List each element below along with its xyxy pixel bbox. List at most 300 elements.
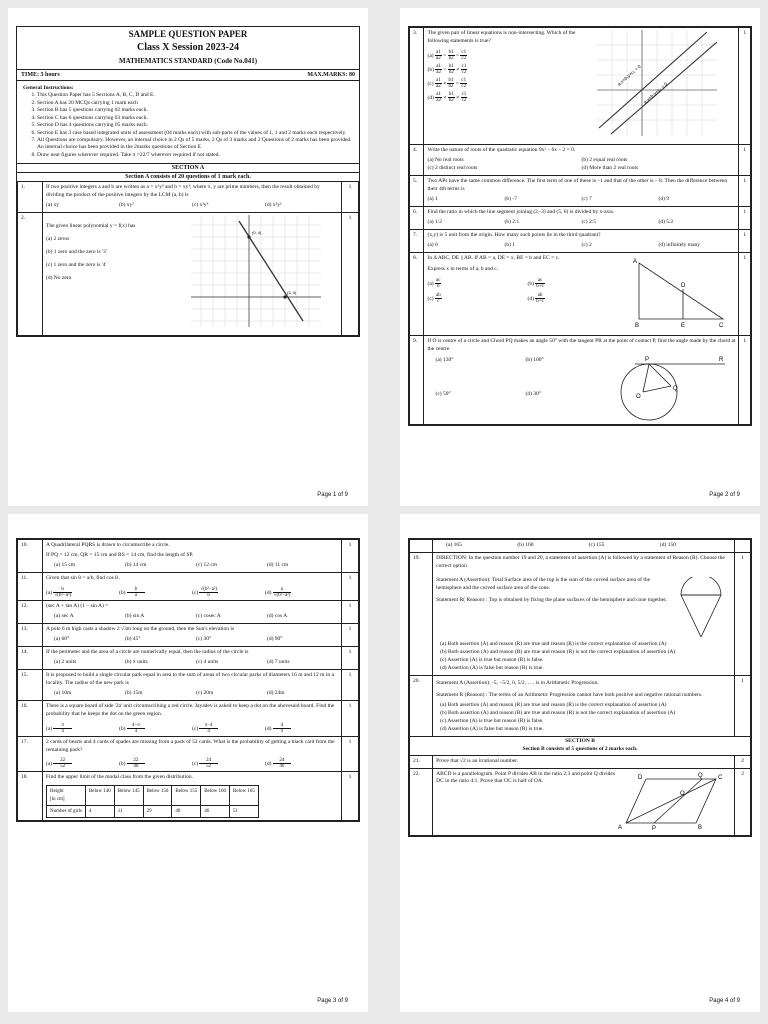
option: (c) 30° (196, 635, 212, 642)
assertion-text: Statement A (Assertion): -5, −5/2, 0, 5/2, …. is in Arithmetic Progression. (436, 679, 599, 686)
question-body (424, 175, 739, 206)
question-text: If O is centre of a circle and Chord PQ makes an angle 50° with the tangent PR at the point of contact P, find the angle made by the chord at the centre. (427, 337, 736, 352)
question-row (18, 700, 359, 736)
numerator: b (127, 587, 145, 593)
instruction-item: 6. Section E has 3 case based integrated units of assessment (04 marks each) with sub-parts of the values of 1, 1 and 2 marks each respectively. (37, 130, 353, 137)
option: (d) 30° (525, 391, 541, 398)
parallelogram-figure (616, 771, 726, 831)
table-cell: 46 (201, 805, 230, 817)
vertex-label: B (635, 322, 640, 329)
options (46, 723, 338, 734)
spinning-top-figure (671, 577, 731, 639)
option-label: (a) (46, 761, 53, 768)
option: (a) 2 units (54, 658, 77, 665)
question-text: Prove that √2 is an irrational number. (436, 757, 519, 764)
questions-table (409, 539, 751, 836)
marks: 1 (342, 700, 359, 736)
option: (d) 9 (658, 195, 670, 202)
instruction-item: 2. Section A has 20 MCQs carrying 1 mark each (37, 100, 353, 107)
table-cell: Below 150 (143, 786, 172, 806)
question-number: 11. (18, 572, 43, 600)
table-cell: Below 165 (230, 786, 259, 806)
option: (c) 2 (581, 241, 592, 248)
numerator: a (273, 587, 291, 593)
options (427, 196, 735, 204)
option: (a) 1 (427, 195, 438, 202)
table-cell: 4 (85, 805, 114, 817)
option (427, 293, 527, 304)
table-header: Number of girls (47, 805, 86, 817)
table-cell: 29 (143, 805, 172, 817)
denominator: 46 (279, 764, 285, 770)
option: (c) 155 (588, 542, 605, 548)
question-row (18, 772, 359, 821)
subject-title: MATHEMATICS STANDARD (Code No.041) (118, 57, 258, 65)
option-label: (c) (427, 80, 434, 87)
option (119, 587, 192, 598)
vertex-label: O (680, 790, 685, 797)
distribution-table (46, 785, 259, 818)
question-body (43, 572, 342, 600)
question-number: 18. (18, 772, 43, 821)
option-label: (d) (427, 94, 434, 101)
option: (b) π units (125, 658, 148, 665)
option (427, 50, 597, 61)
marks: 1 (342, 669, 359, 700)
option (527, 278, 627, 289)
question-body (43, 646, 342, 669)
question-number: 7. (410, 229, 424, 252)
linear-graph-figure (191, 215, 321, 327)
page-4-frame (408, 538, 752, 837)
numerator: 4−π (127, 723, 145, 729)
question-number: 8. (410, 252, 424, 335)
options (46, 562, 338, 570)
option-label: (d) (265, 725, 272, 732)
question-row (18, 213, 359, 336)
marks: 1 (342, 182, 359, 213)
question-body (433, 768, 735, 835)
question-text: (x,y) is 5 unit from the origin. How many such points lie in the third quadrant? (427, 231, 601, 238)
section-a-title: SECTION A (17, 163, 359, 172)
option: (d) 7 units (267, 658, 290, 665)
option: (a) 15 cm (54, 561, 76, 568)
question-body (433, 675, 735, 736)
question-text: Find the ratio in which the line segment joining (2,-3) and (5, 6) is divided by x-axis. (427, 208, 615, 215)
question-row (410, 28, 751, 145)
page-4 (400, 514, 760, 1012)
option: (d) cos A (267, 612, 288, 619)
time-marks-row (17, 69, 359, 81)
page-1 (8, 8, 368, 506)
marks: 1 (342, 600, 359, 623)
option: (c) Assertion (A) is true but reason (R) is false. (440, 656, 544, 663)
option: (b) 15m (125, 689, 143, 696)
options (46, 587, 338, 598)
option: (a) Both assertion (A) and reason (R) are true and reason (R) is the correct explanation of assertion (A) (440, 701, 667, 708)
table-cell: Below 145 (114, 786, 143, 806)
question-body (43, 600, 342, 623)
denominator: 46 (133, 764, 139, 770)
question-number: 16. (18, 700, 43, 736)
numerator: π (53, 723, 71, 729)
option (192, 587, 265, 598)
question-number: 5. (410, 175, 424, 206)
marks: 1 (739, 206, 751, 229)
numerator: ab (435, 292, 441, 298)
vertex-label: D (681, 282, 686, 289)
options (46, 636, 338, 644)
numerator: π−4 (199, 723, 217, 729)
question-number: 19. (410, 552, 433, 675)
table-cell: Below 140 (85, 786, 114, 806)
option: (a) 0 (427, 241, 438, 248)
numerator: 22 (127, 758, 145, 764)
header-unit: [in cm] (50, 796, 65, 802)
numerator: b (53, 587, 71, 593)
marks: 1 (342, 572, 359, 600)
ratio-expression: $\frac{a1}{a2}$ = $\frac{b1}{b2}$ ≠ $\frac{c1}{c2}$ (436, 63, 467, 75)
options (46, 690, 338, 698)
question-row (410, 206, 751, 229)
page-1-frame (16, 26, 360, 337)
question-row (18, 736, 359, 772)
questions-table (409, 27, 751, 425)
question-text: (sec A + tan A) (1 – sin A) = (46, 602, 109, 609)
question-number: 9. (410, 335, 424, 424)
option: (c) 2:5 (581, 218, 596, 225)
question-body (43, 182, 342, 213)
question-row (410, 335, 751, 424)
section-row (410, 736, 751, 755)
question-body (433, 540, 735, 553)
numerator: 4 (273, 723, 291, 729)
option-label: (c) (192, 589, 199, 596)
question-text: ABCD is a parallelogram. Point P divides AB in the ratio 2:3 and point Q divides DC in the ratio 4:1. Prove that OC is half of OA. (436, 770, 616, 785)
question-body (424, 28, 739, 145)
instruction-item: 5. Section D has 4 questions carrying 05 marks each. (37, 122, 353, 129)
option: (a) 60° (54, 635, 70, 642)
question-text: If two positive integers a and b are written as a = x³y² and b = xy³; where x, y are prime numbers, then the result obtained by dividing the product of the positive integers by the LCM (a, b) is (46, 184, 320, 199)
option: (b) 1 zero and the zero is '3' (46, 249, 107, 256)
vertex-label: C (718, 774, 723, 781)
questions-table (17, 181, 359, 336)
option: (d) More than 2 real roots (581, 164, 639, 171)
option-label: (b) (119, 725, 126, 732)
vertex-label: Q (698, 772, 703, 779)
question-text: DIRECTION: In the question number 19 and 20, a statement of assertion (A) is followed by a statement of Reason (R). Choose the correct option (436, 554, 725, 569)
denominator: 4 (134, 728, 138, 734)
option: (c) 7 (581, 195, 592, 202)
page-number: Page 4 of 9 (709, 998, 740, 1004)
question-row (410, 755, 751, 768)
reason-text: Statement R( Reason) : Top is obtained by fixing the plane surfaces of the hemisphere and cone together. (436, 596, 667, 603)
table-cell: 11 (114, 805, 143, 817)
option (265, 723, 338, 734)
option: (c) 12 cm (196, 561, 218, 568)
assertion-text: Statement A (Assertion): Total Surface area of the top is the sum of the curved surface area of the hemisphere and the curved surface area of the cone. (436, 576, 651, 591)
question-row (18, 646, 359, 669)
options (427, 157, 735, 173)
point-label: Q (673, 385, 679, 392)
section-a-desc: Section A consists of 20 questions of 1 mark each. (17, 172, 359, 181)
denominator: 4 (207, 728, 210, 734)
marks: 1 (739, 229, 751, 252)
option: (c) x³y³ (192, 202, 209, 209)
question-body (43, 623, 342, 646)
point-label: (3, 0) (287, 290, 297, 296)
question-row (18, 600, 359, 623)
marks: 1 (342, 646, 359, 669)
general-instructions (17, 81, 359, 163)
question-row (410, 229, 751, 252)
option (427, 92, 597, 103)
option: (b) 14 cm (125, 561, 147, 568)
instruction-item: 7. All Questions are compulsory. However, an internal choice in 2 Qs of 5 marks, 2 Qs of 3 marks and 2 Questions of 2 marks has been provided. An internal choice has been provided in the 2marks questions of Section E (37, 137, 353, 152)
page-3 (8, 514, 368, 1012)
question-text: There is a square board of side '2a' unit circumscribing a red circle. Jayadev is asked to keep a dot on the abovesaid board. Find the probability that he keeps the dot on the green region. (46, 702, 335, 717)
question-row (410, 675, 751, 736)
option: (b) Both assertion (A) and reason (R) are true and reason (R) is not the correct explanation of assertion (A) (440, 648, 676, 655)
reason-text: Statement R (Reason) : The terms of an Arithmetic Progression cannot have both positive and negative rational numbers. (436, 691, 703, 698)
ratio-expression: $\frac{a1}{a2}$ = $\frac{b1}{b2}$ = $\frac{c1}{c2}$ (435, 49, 467, 61)
question-text: Express x in terms of a, b and c. (427, 265, 499, 272)
numerator: 24 (273, 758, 291, 764)
question-row (18, 182, 359, 213)
table-cell: 40 (172, 805, 201, 817)
table-cell: Below 160 (201, 786, 230, 806)
option: (b) sin A (125, 612, 145, 619)
question-body (424, 229, 739, 252)
question-row (410, 540, 751, 553)
option-label: (b) (119, 761, 126, 768)
question-number: 13. (18, 623, 43, 646)
line-label: a₂x+b₂y+c₂ = 0 (642, 81, 669, 105)
point-label: P (645, 356, 650, 363)
question-text: A Quadrilateral PQRS is drawn to circumscribe a circle. (46, 542, 170, 548)
question-text: It is proposed to build a single circular park equal in area to the sum of areas of two circular parks of diameters 16 m and 12 m in a locality. The radius of the new park is (46, 671, 334, 686)
vertex-label: D (638, 774, 643, 781)
denominator: b+c (536, 283, 544, 289)
option-label: (b) (527, 280, 534, 287)
option: (b) 1 (504, 241, 516, 248)
question-number: 14. (18, 646, 43, 669)
options (46, 202, 338, 210)
triangle-figure (627, 255, 727, 329)
option-label: (a) (46, 725, 53, 732)
marks: 1 (342, 623, 359, 646)
question-body (43, 700, 342, 736)
marks: 1 (739, 335, 751, 424)
page-number: Page 2 of 9 (709, 492, 740, 498)
question-text: A pole 6 m high casts a shadow 2 √3m long on the ground, then the Sun's elevation is (46, 625, 235, 632)
question-number: 15. (18, 669, 43, 700)
option: (b) 2 equal real roots (581, 156, 628, 163)
option: (a) Both assertion (A) and reason (R) are true and reason (R) is the correct explanation of assertion (A) (440, 640, 667, 647)
section-b-desc: Section B consists of 5 questions of 2 marks each. (522, 745, 638, 752)
question-number: 21. (410, 755, 433, 768)
option: (d) x²y² (265, 202, 282, 209)
vertex-label: E (681, 322, 686, 329)
page-number: Page 3 of 9 (317, 998, 348, 1004)
marks: 2 (735, 768, 751, 835)
marks: 1 (739, 252, 751, 335)
question-body (433, 552, 735, 675)
marks: 1 (342, 540, 359, 573)
ratio-expression: $\frac{a1}{a2}$ ≠ $\frac{b1}{b2}$ = $\frac{c1}{c2}$ (435, 77, 467, 89)
option (46, 758, 119, 769)
option: (d) 90° (267, 635, 283, 642)
question-body (433, 755, 735, 768)
instruction-item: 3. Section B has 5 questions carrying 02 marks each. (37, 107, 353, 114)
table-header (47, 786, 86, 806)
header (17, 29, 359, 65)
option-label: (d) (527, 295, 534, 302)
option (46, 723, 119, 734)
option (119, 723, 192, 734)
marks: 1 (735, 675, 751, 736)
option: (c) 1 zero and the zero is '4' (46, 262, 107, 269)
option: (d) 11 cm (267, 561, 289, 568)
question-text: If the perimeter and the area of a circle are numerically equal, then the radius of the circle is (46, 648, 249, 655)
question-number: 4. (410, 145, 424, 176)
max-marks-label: MAX.MARKS: 80 (307, 72, 355, 78)
denominator: √(b²−a²) (273, 592, 291, 598)
options (46, 659, 338, 667)
option: (a) 130° (435, 356, 454, 363)
question-text: Given that sin θ = a/b, find cos θ . (46, 574, 121, 581)
marks: 2 (735, 755, 751, 768)
question-body (424, 206, 739, 229)
option: (b) 45° (125, 635, 141, 642)
marks: 1 (342, 772, 359, 821)
question-body (43, 213, 342, 336)
numerator: ab (535, 293, 545, 299)
option: (d) Assertion (A) is false but reason (R) is true. (440, 664, 544, 671)
question-body (424, 335, 739, 424)
question-row (410, 145, 751, 176)
question-body (424, 252, 739, 335)
option (427, 78, 597, 89)
options (46, 613, 338, 621)
question-number: 3. (410, 28, 424, 145)
option: (c) 20m (196, 689, 214, 696)
table-row (47, 805, 259, 817)
question-number: 22. (410, 768, 433, 835)
option (265, 587, 338, 598)
denominator: a (134, 592, 138, 598)
option: (a) 1:2 (427, 218, 442, 225)
table-cell: Below 155 (172, 786, 201, 806)
option (427, 64, 597, 75)
question-row (410, 552, 751, 675)
question-body (43, 669, 342, 700)
denominator: b+c (536, 298, 544, 304)
questions-table (17, 539, 359, 821)
question-text: 2 cards of hearts and 4 cards of spades are missing from a pack of 52 cards. What is the probability of getting a black card from the remaining pack? (46, 738, 335, 753)
question-number: 6. (410, 206, 424, 229)
option: (b) xy² (119, 202, 134, 209)
question-number: 10. (18, 540, 43, 573)
option (46, 587, 119, 598)
page-3-frame (16, 538, 360, 822)
vertex-label: A (618, 824, 623, 831)
option: (b) 160 (517, 542, 534, 548)
option-label: (b) (119, 589, 126, 596)
vertex-label: P (652, 825, 657, 831)
option: (a) 10m (54, 689, 72, 696)
option: (b) -7 (504, 195, 517, 202)
options (46, 758, 338, 769)
marks: 1 (739, 145, 751, 176)
denominator: 52 (60, 764, 66, 770)
options (427, 242, 735, 250)
section-b-header (410, 736, 751, 755)
table-row (47, 786, 259, 806)
page-2 (400, 8, 760, 506)
instruction-item: 1. This Question Paper has 5 Sections A, B, C, D and E. (37, 92, 353, 99)
numerator: 22 (53, 758, 71, 764)
section-b-title: SECTION B (565, 737, 595, 744)
question-text: The given linear polynomial y = f(x) has (46, 223, 136, 230)
option: (d) infinitely many (658, 241, 701, 248)
question-text: Two APs have the same common difference. The first term of one of these is –1 and that of the other is – 8. Then the difference between their 4th terms is (427, 177, 728, 192)
option (192, 758, 265, 769)
options (427, 219, 735, 227)
option-label: (a) (46, 589, 53, 596)
question-text: Find the upper limit of the modal class from the given distribution. (46, 774, 193, 781)
option (192, 723, 265, 734)
marks: 1 (735, 552, 751, 675)
option: (d) 5:2 (658, 218, 674, 225)
option: (a) 2 zeros (46, 236, 70, 243)
question-number: 12. (18, 600, 43, 623)
question-body (43, 736, 342, 772)
session-title: Class X Session 2023-24 (137, 42, 239, 53)
marks: 1 (739, 175, 751, 206)
question-row (410, 252, 751, 335)
question-row (18, 623, 359, 646)
denominator: √(b²−a²) (54, 592, 72, 598)
circle-tangent-figure (615, 354, 735, 422)
option-label: (c) (192, 725, 199, 732)
option-label: (d) (265, 589, 272, 596)
option (265, 758, 338, 769)
option: (b) 2:1 (504, 218, 520, 225)
question-row (18, 572, 359, 600)
numerator: ac (535, 278, 545, 284)
option-label: (c) (427, 295, 434, 302)
point-label: O (636, 393, 642, 400)
question-number: 20. (410, 675, 433, 736)
option: (d) 150 (659, 542, 676, 548)
option: (a) xy (46, 202, 59, 209)
point-label: (0, 4) (252, 230, 262, 236)
denominator: b (207, 592, 210, 598)
denominator: π (280, 728, 284, 734)
option: (a) sec A (54, 612, 74, 619)
paper-title: SAMPLE QUESTION PAPER (128, 29, 248, 39)
option-label: (d) (265, 761, 272, 768)
line-label: a₁x+b₁y+c₁ = 0 (616, 63, 643, 87)
option: (c) cosec A (196, 612, 221, 619)
option: (c) 4 units (196, 658, 219, 665)
vertex-label: A (633, 258, 638, 265)
question-number: 2. (18, 213, 43, 336)
instruction-item: 4. Section C has 6 questions carrying 03 marks each. (37, 115, 353, 122)
option: (b) 100° (525, 356, 544, 363)
empty-cell (735, 540, 751, 553)
